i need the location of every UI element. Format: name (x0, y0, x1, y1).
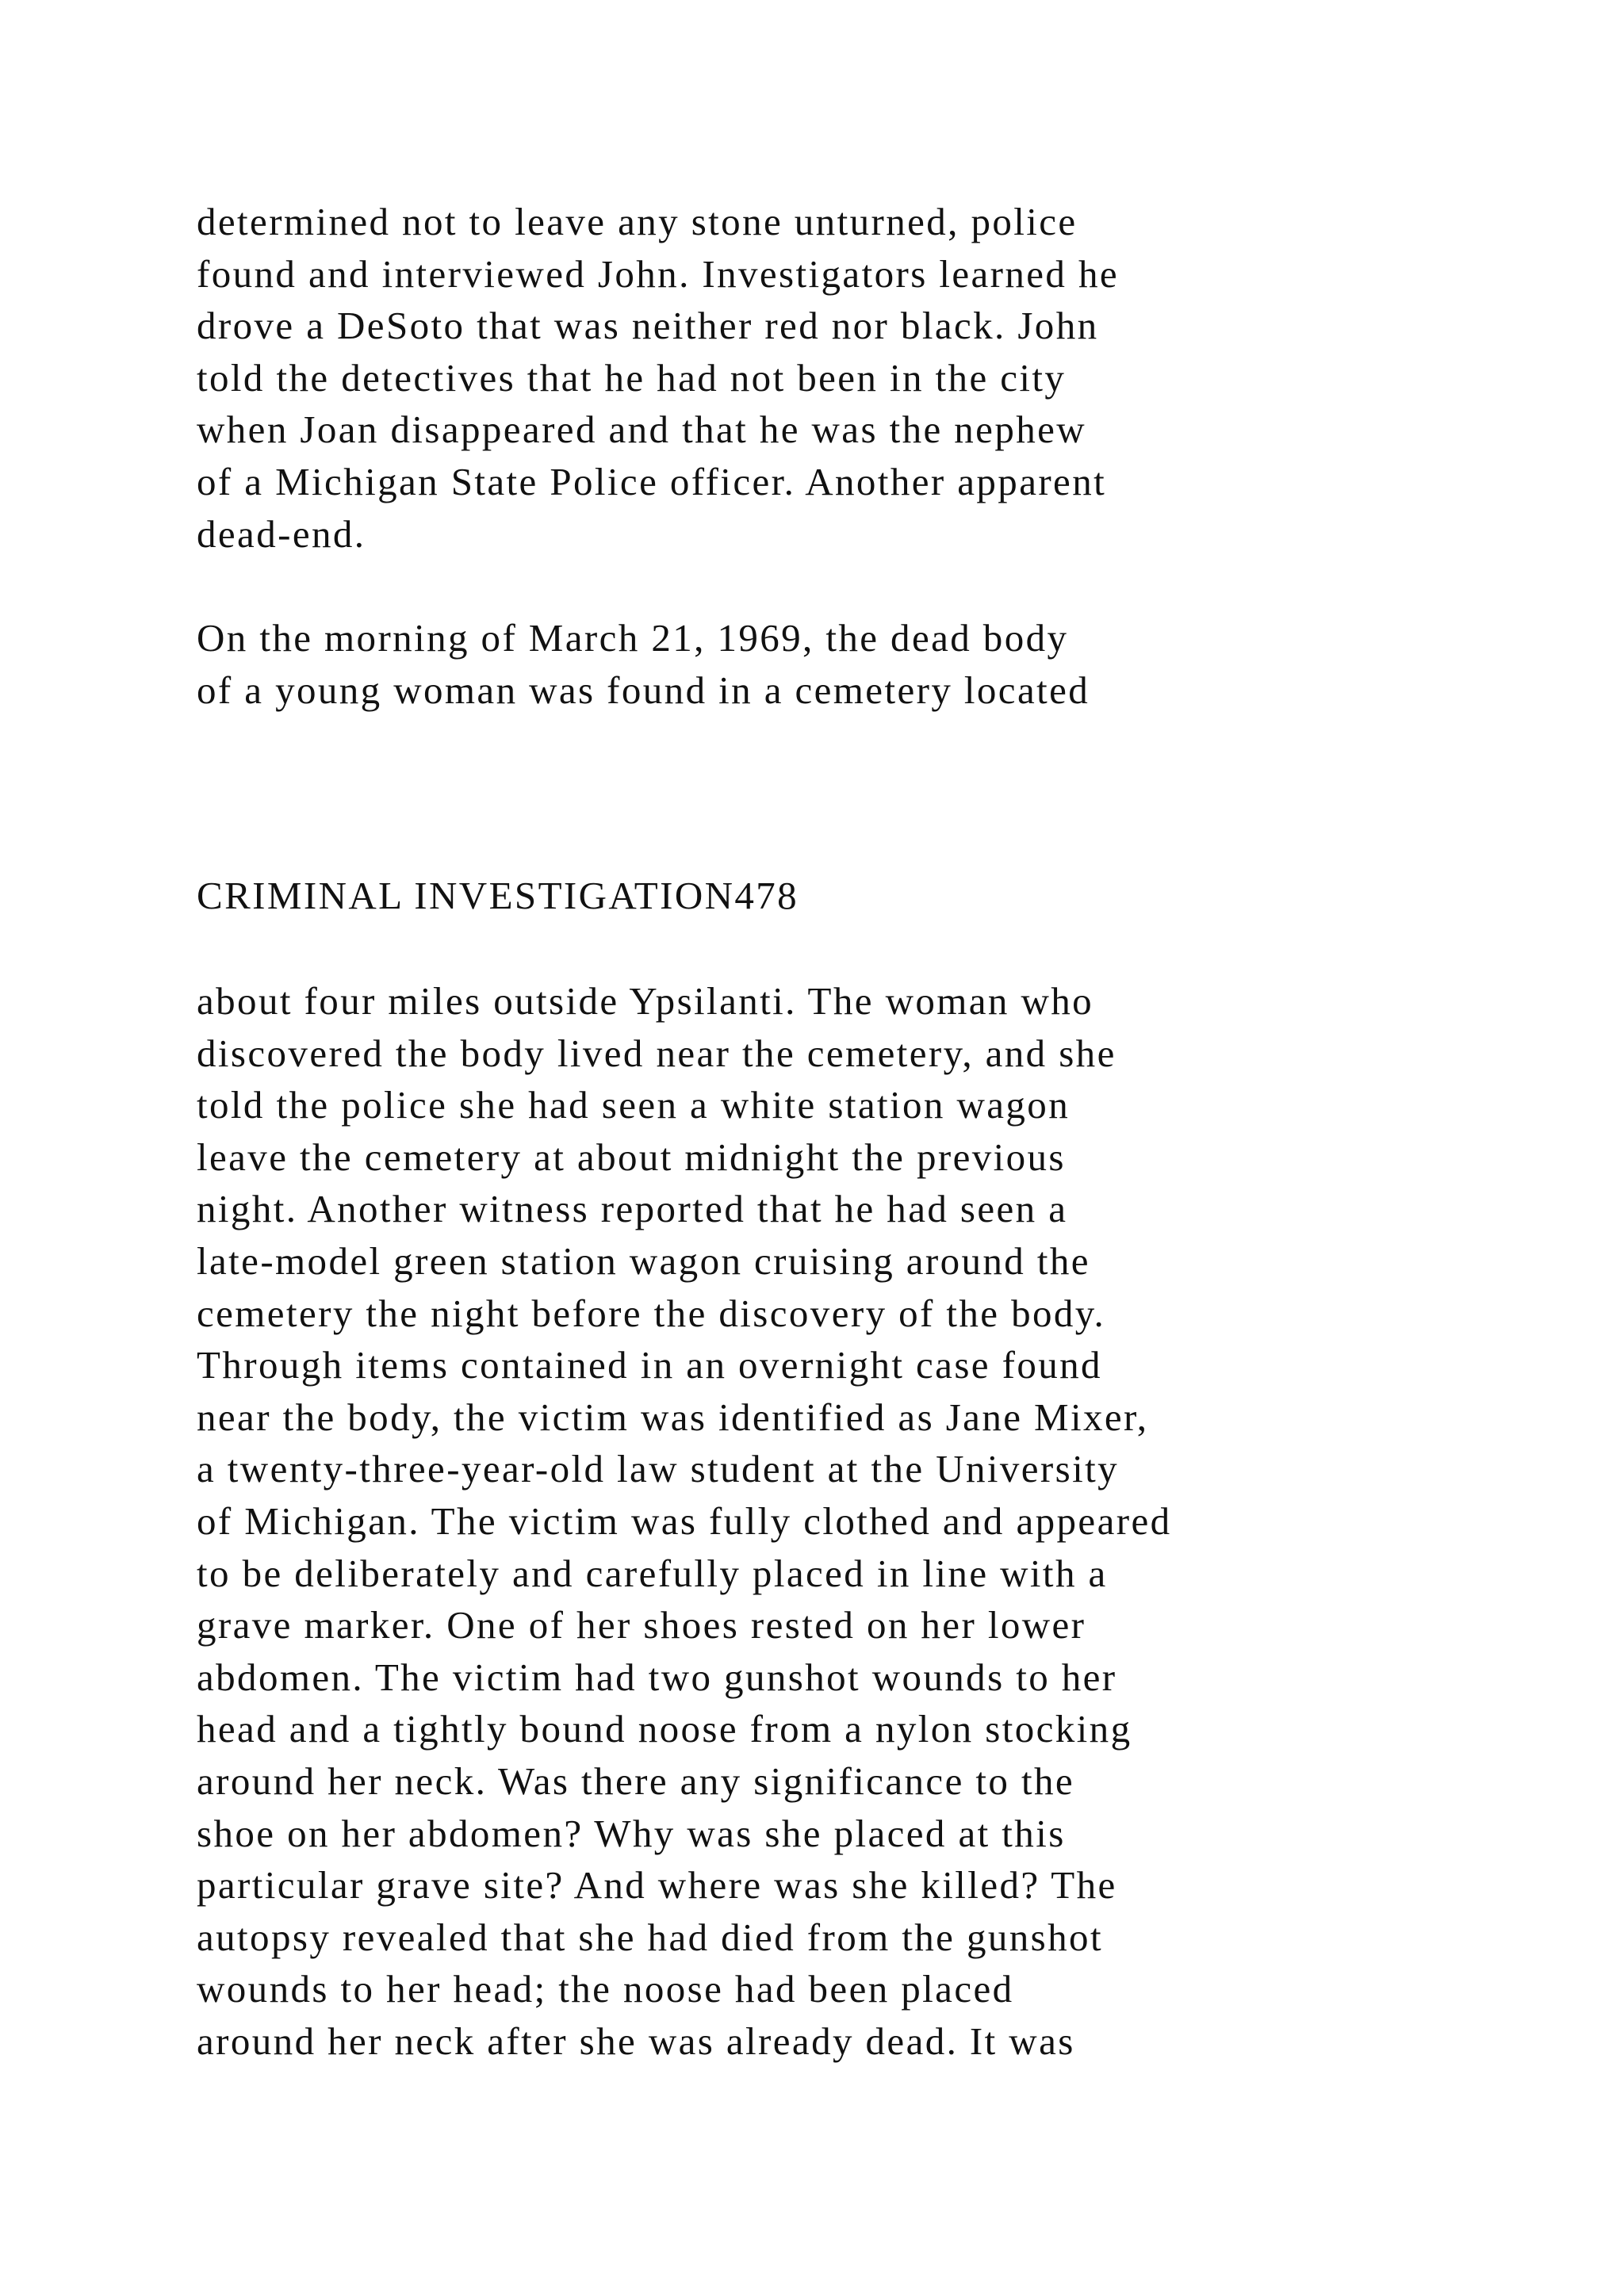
text-line: head and a tightly bound noose from a nylon stocking (197, 1707, 1132, 1751)
text-line: found and interviewed John. Investigators learned he (197, 251, 1120, 296)
text-line: told the police she had seen a white station wagon (197, 1083, 1071, 1127)
text-line: late-model green station wagon cruising around the (197, 1238, 1090, 1283)
text-line: of a Michigan State Police officer. Another apparent (197, 459, 1107, 503)
text-line: particular grave site? And where was she killed? The (197, 1863, 1117, 1908)
text-line: around her neck. Was there any significance to the (197, 1758, 1075, 1803)
paragraph-1 (197, 196, 1119, 560)
text-line: about four miles outside Ypsilanti. The woman who (197, 979, 1094, 1023)
text-line: dead-end. (197, 511, 366, 556)
text-line: shoe on her abdomen? Why was she placed at this (197, 1811, 1066, 1855)
text-line: cemetery the night before the discovery of the body. (197, 1291, 1106, 1335)
running-header-text: CRIMINAL INVESTIGATION478 (197, 874, 799, 917)
text-line: near the body, the victim was identified as Jane Mixer, (197, 1395, 1149, 1439)
text-line: drove a DeSoto that was neither red nor black. John (197, 304, 1099, 348)
text-line: when Joan disappeared and that he was the nephew (197, 408, 1087, 452)
text-line: On the morning of March 21, 1969, the dead body (197, 616, 1069, 660)
text-line: a twenty-three-year-old law student at the University (197, 1447, 1120, 1491)
text-line: to be deliberately and carefully placed in line with a (197, 1551, 1108, 1595)
text-line: discovered the body lived near the cemetery, and she (197, 1031, 1116, 1075)
text-line: abdomen. The victim had two gunshot wounds to her (197, 1655, 1117, 1699)
text-line: night. Another witness reported that he had seen a (197, 1187, 1068, 1231)
paragraph-3 (197, 975, 1172, 2067)
text-line: autopsy revealed that she had died from the gunshot (197, 1915, 1103, 1959)
text-line: Through items contained in an overnight case found (197, 1343, 1102, 1387)
text-line: leave the cemetery at about midnight the previous (197, 1135, 1066, 1179)
text-line: told the detectives that he had not been in the city (197, 355, 1067, 400)
text-line: grave marker. One of her shoes rested on her lower (197, 1603, 1086, 1647)
text-line: determined not to leave any stone unturned, police (197, 200, 1078, 243)
text-line: of a young woman was found in a cemetery located (197, 668, 1090, 712)
text-line: wounds to her head; the noose had been placed (197, 1967, 1014, 2011)
paragraph-2 (197, 612, 1090, 716)
text-line: around her neck after she was already dead. It was (197, 2019, 1075, 2063)
text-line: of Michigan. The victim was fully clothed and appeared (197, 1498, 1172, 1543)
running-header (197, 870, 799, 922)
